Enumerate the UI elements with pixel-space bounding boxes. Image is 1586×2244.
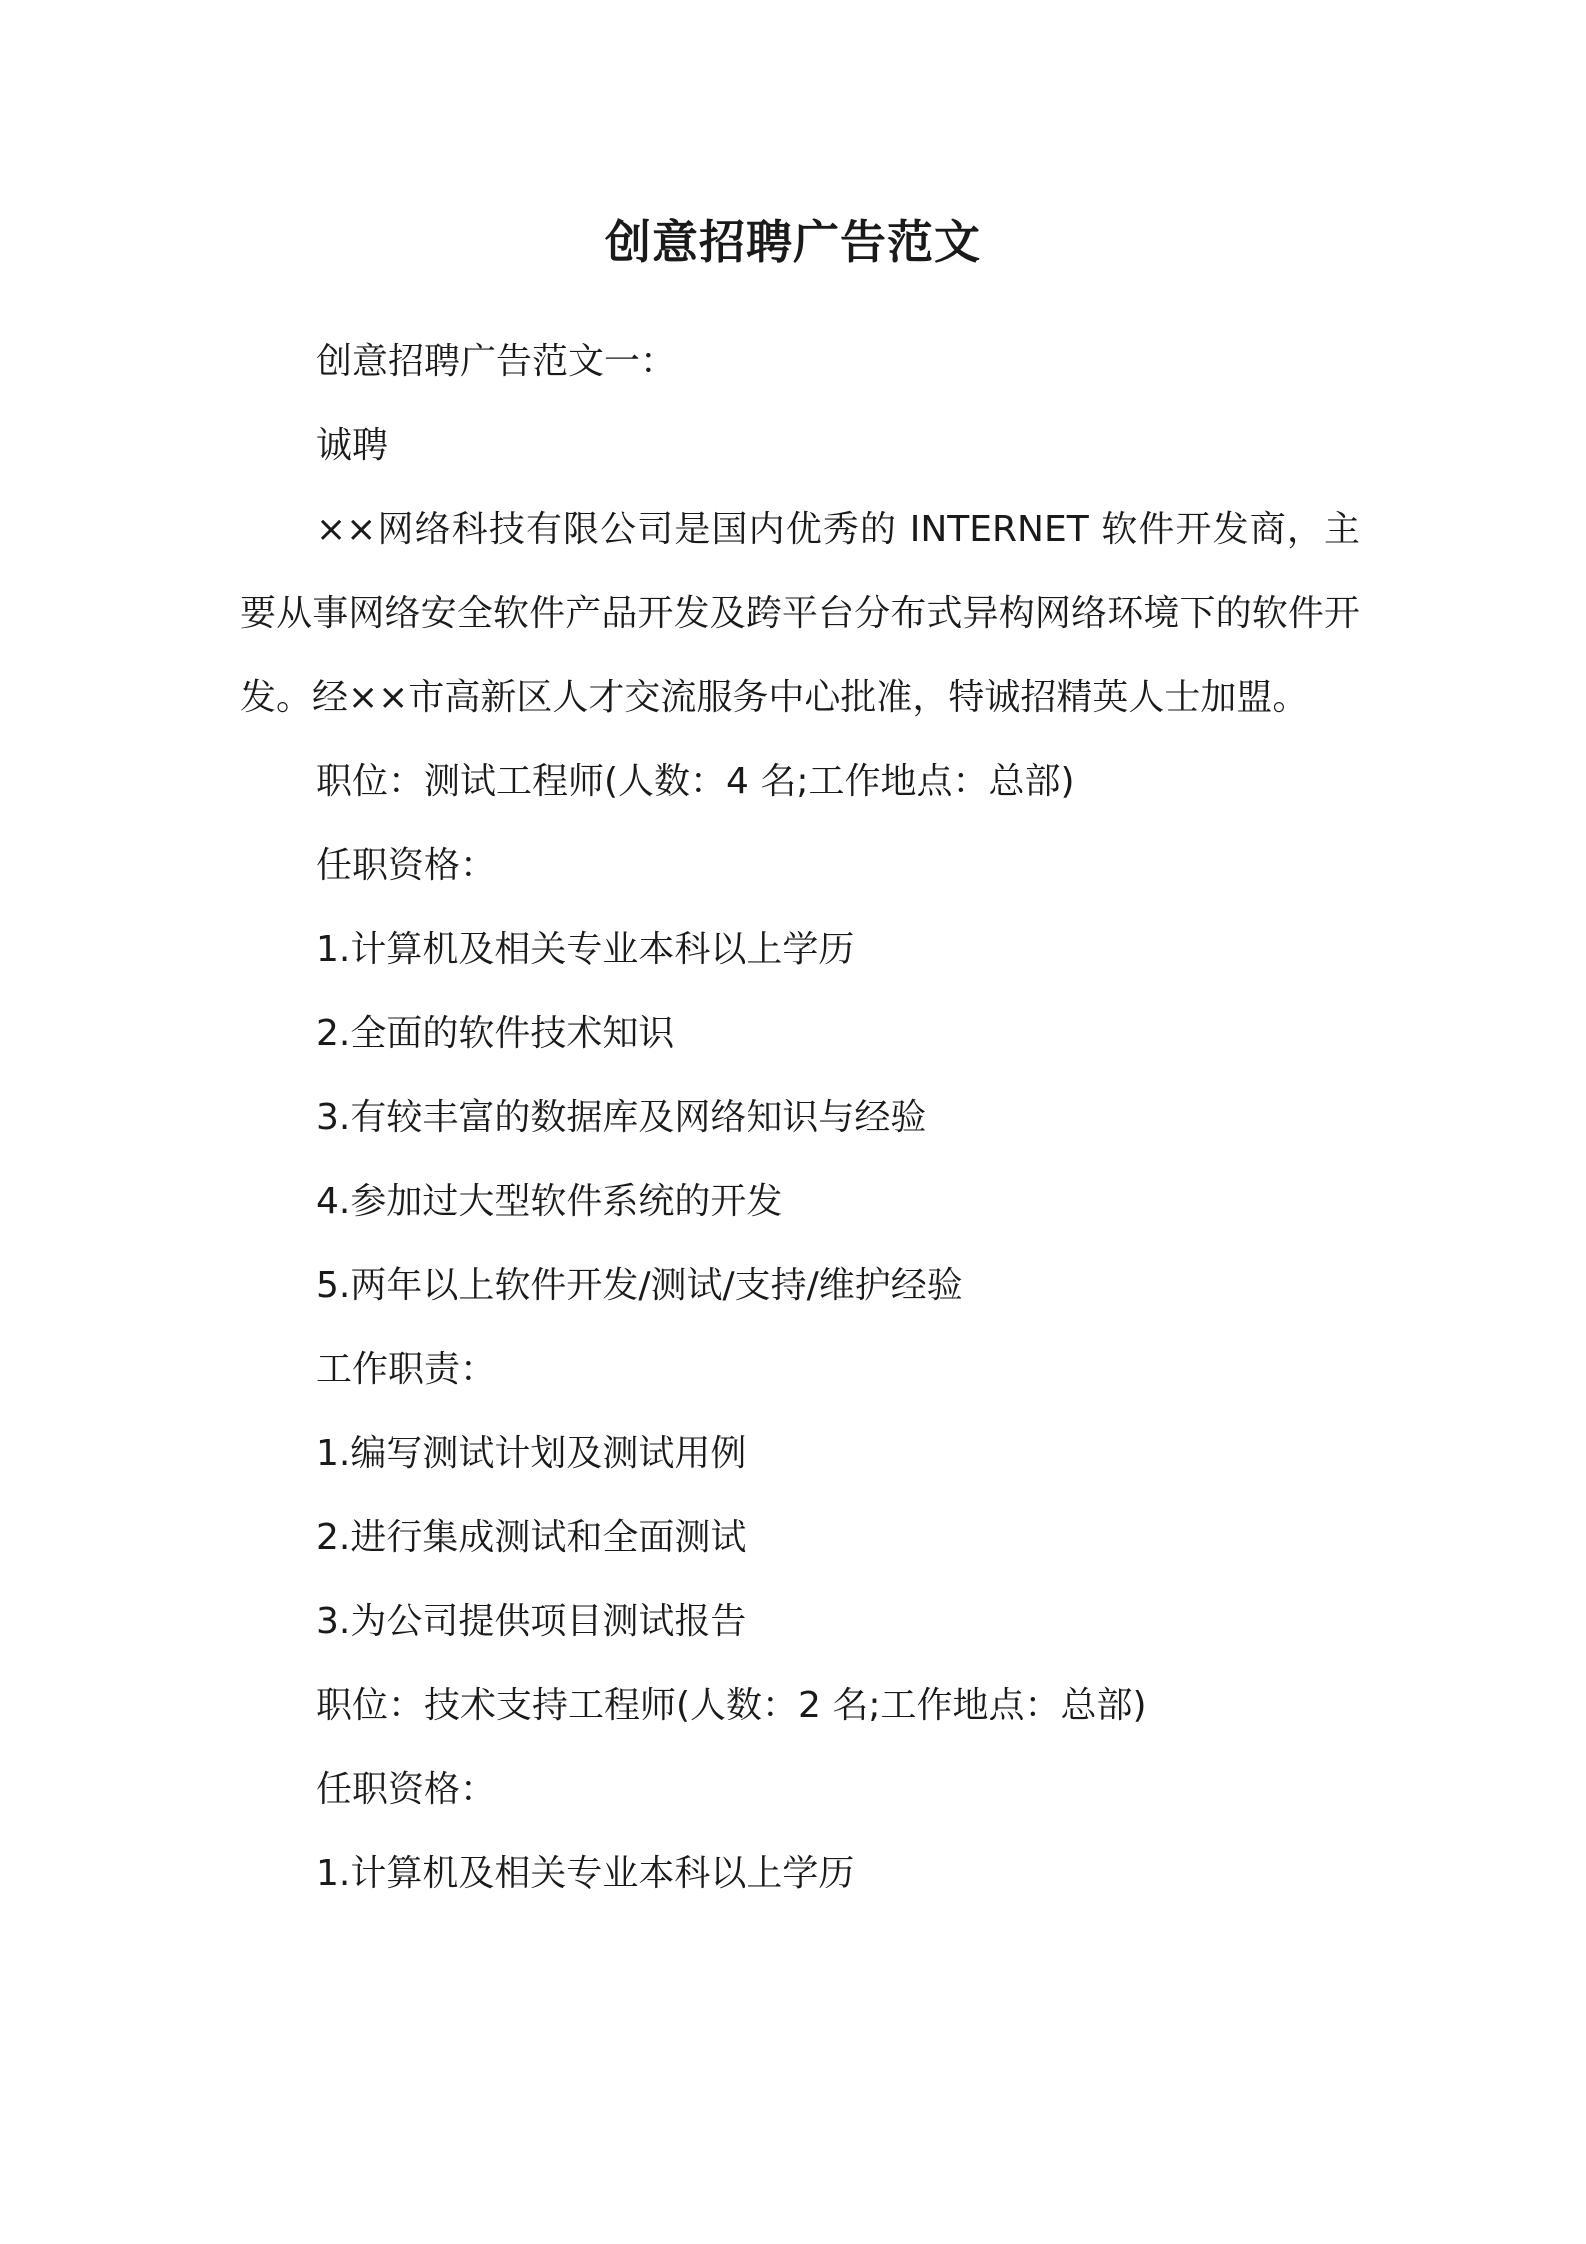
list-item: 5.两年以上软件开发/测试/支持/维护经验 xyxy=(316,1265,963,1306)
list-item: 1.编写测试计划及测试用例 xyxy=(316,1433,747,1474)
company-intro: ××网络科技有限公司是国内优秀的 INTERNET 软件开发商，主要从事网络安全软件产品开发及跨平台分布式异构网络环境下的软件开发。经××市高新区人才交流服务中心批准，特诚招精英人士加盟。 xyxy=(240,509,1360,718)
duties-heading: 工作职责： xyxy=(316,1349,497,1390)
position-title: 职位：技术支持工程师(人数：2 名;工作地点：总部) xyxy=(316,1685,1147,1726)
list-item: 3.为公司提供项目测试报告 xyxy=(316,1601,747,1642)
list-item: 1.计算机及相关专业本科以上学历 xyxy=(316,1853,855,1894)
list-item: 1.计算机及相关专业本科以上学历 xyxy=(316,929,855,970)
list-item: 2.全面的软件技术知识 xyxy=(316,1013,675,1054)
document-title: 创意招聘广告范文 xyxy=(605,215,981,269)
document-body xyxy=(240,320,1360,1916)
list-item: 2.进行集成测试和全面测试 xyxy=(316,1517,747,1558)
section-heading: 创意招聘广告范文一： xyxy=(316,341,677,382)
list-item: 4.参加过大型软件系统的开发 xyxy=(316,1181,783,1222)
headline: 诚聘 xyxy=(316,425,389,466)
position-title: 职位：测试工程师(人数：4 名;工作地点：总部) xyxy=(316,761,1075,802)
requirements-heading: 任职资格： xyxy=(316,1769,497,1810)
list-item: 3.有较丰富的数据库及网络知识与经验 xyxy=(316,1097,927,1138)
requirements-heading: 任职资格： xyxy=(316,845,497,886)
